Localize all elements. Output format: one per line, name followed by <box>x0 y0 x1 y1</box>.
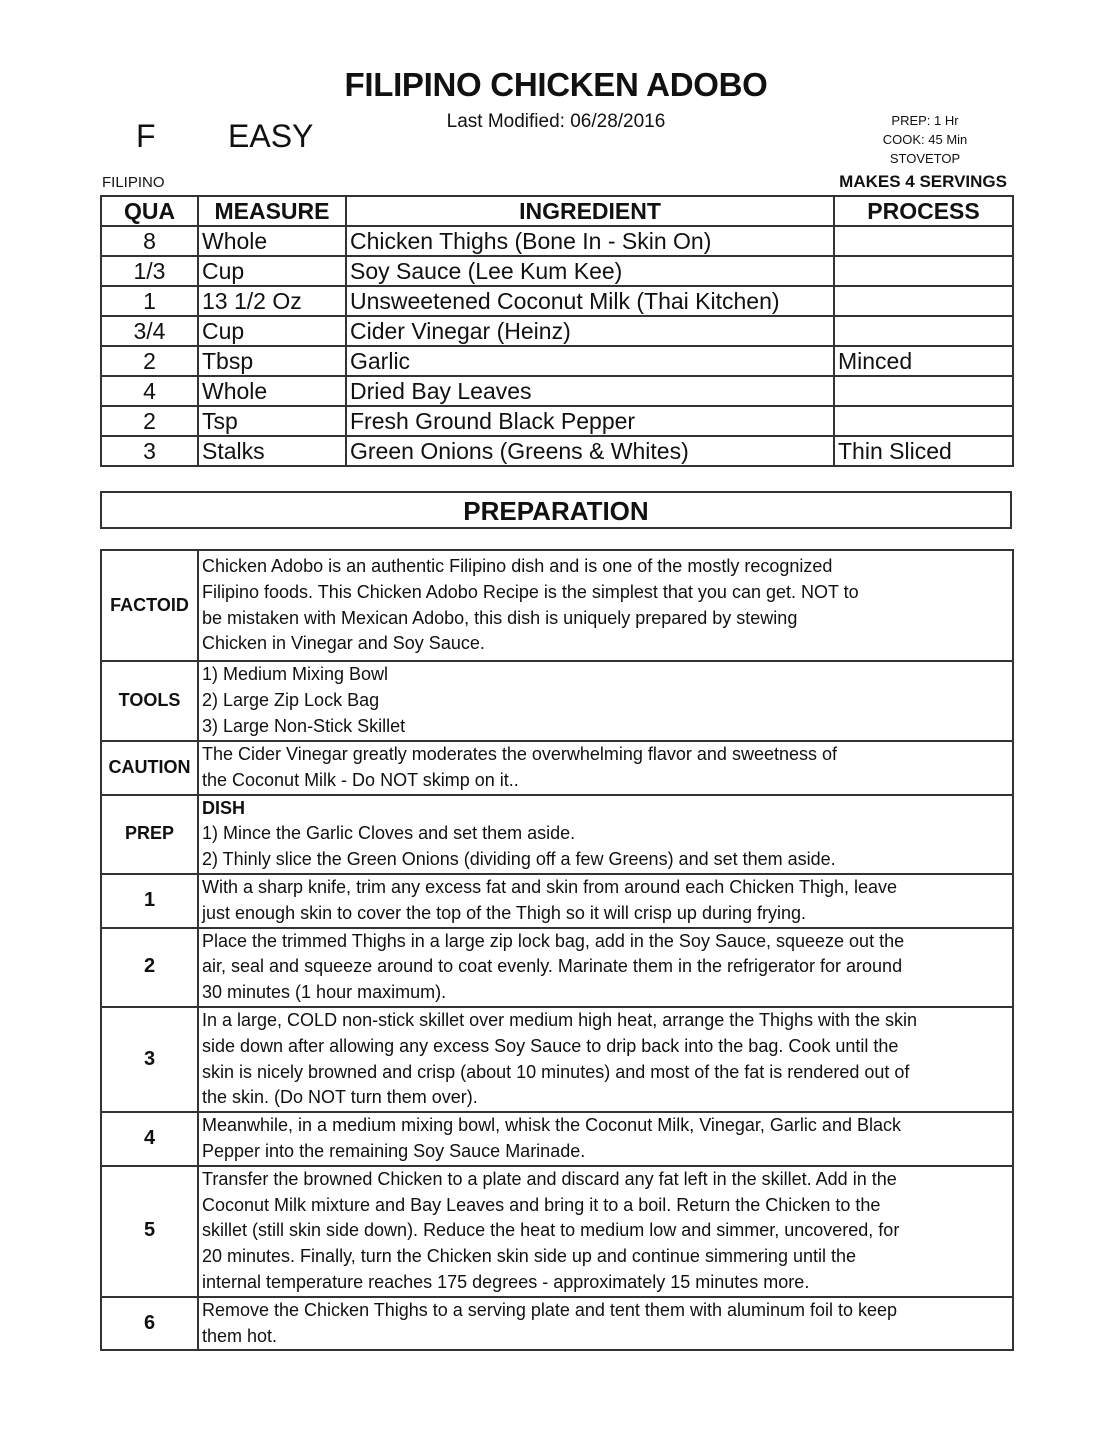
step-number: 6 <box>101 1297 198 1351</box>
step-text <box>198 928 1013 1007</box>
ingredient-process: Minced <box>834 346 1013 376</box>
ingredient-qty: 3 <box>101 436 198 466</box>
last-modified: Last Modified: 06/28/2016 <box>446 111 666 132</box>
step-text <box>198 1112 1013 1166</box>
step-line: just enough skin to cover the top of the Thigh so it will crisp up during frying. <box>202 902 806 923</box>
step-row <box>101 1166 1013 1297</box>
step-number: 4 <box>101 1112 198 1166</box>
factoid-line: Chicken Adobo is an authentic Filipino dish and is one of the mostly recognized <box>202 555 833 576</box>
category-letter: F <box>136 118 156 154</box>
column-header-ingredient: INGREDIENT <box>346 196 834 226</box>
ingredient-measure: 13 1/2 Oz <box>198 286 346 316</box>
step-line: Meanwhile, in a medium mixing bowl, whisk the Coconut Milk, Vinegar, Garlic and Black <box>202 1115 901 1136</box>
step-line: 20 minutes. Finally, turn the Chicken skin side up and continue simmering until the <box>202 1246 857 1267</box>
step-text <box>198 1166 1013 1297</box>
step-line: 30 minutes (1 hour maximum). <box>202 982 447 1003</box>
step-number: 3 <box>101 1007 198 1112</box>
step-line: skillet (still skin side down). Reduce the heat to medium low and simmer, uncovered, for <box>202 1220 900 1241</box>
tool-item: 3) Large Non-Stick Skillet <box>202 715 406 736</box>
ingredient-row <box>101 286 1013 316</box>
ingredient-measure: Cup <box>198 256 346 286</box>
preparation-heading: PREPARATION <box>100 491 1012 529</box>
column-header-process: PROCESS <box>834 196 1013 226</box>
ingredient-measure: Stalks <box>198 436 346 466</box>
ingredient-measure: Tsp <box>198 406 346 436</box>
ingredient-name: Cider Vinegar (Heinz) <box>346 316 834 346</box>
factoid-row <box>101 550 1013 661</box>
prep-time: PREP: 1 Hr <box>891 113 959 128</box>
ingredient-name: Soy Sauce (Lee Kum Kee) <box>346 256 834 286</box>
ingredient-qty: 1/3 <box>101 256 198 286</box>
step-row <box>101 1007 1013 1112</box>
step-line: the skin. (Do NOT turn them over). <box>202 1087 478 1108</box>
caution-row <box>101 741 1013 795</box>
caution-line: The Cider Vinegar greatly moderates the overwhelming flavor and sweetness of <box>202 744 838 764</box>
ingredient-name: Unsweetened Coconut Milk (Thai Kitchen) <box>346 286 834 316</box>
step-line: Coconut Milk mixture and Bay Leaves and bring it to a boil. Return the Chicken to the <box>202 1194 881 1215</box>
column-header-measure: MEASURE <box>198 196 346 226</box>
ingredient-name: Dried Bay Leaves <box>346 376 834 406</box>
ingredient-process: Thin Sliced <box>834 436 1013 466</box>
prep-subheading: DISH <box>202 797 246 818</box>
tools-label: TOOLS <box>101 661 198 741</box>
ingredient-row <box>101 256 1013 286</box>
difficulty: EASY <box>228 118 314 154</box>
ingredient-measure: Tbsp <box>198 346 346 376</box>
ingredient-name: Fresh Ground Black Pepper <box>346 406 834 436</box>
cuisine: FILIPINO <box>102 174 165 191</box>
step-text <box>198 874 1013 928</box>
preparation-table <box>100 549 1014 1351</box>
factoid-label: FACTOID <box>101 550 198 661</box>
caution-label: CAUTION <box>101 741 198 795</box>
ingredient-process <box>834 256 1013 286</box>
ingredient-row <box>101 226 1013 256</box>
factoid-text <box>198 550 1013 661</box>
servings: MAKES 4 SERVINGS <box>839 172 1007 191</box>
caution-text <box>198 741 1013 795</box>
tool-item: 2) Large Zip Lock Bag <box>202 690 380 711</box>
step-row <box>101 1112 1013 1166</box>
step-line: them hot. <box>202 1325 278 1346</box>
prep-line: 2) Thinly slice the Green Onions (dividing off a few Greens) and set them aside. <box>202 849 836 870</box>
step-number: 2 <box>101 928 198 1007</box>
ingredient-qty: 2 <box>101 406 198 436</box>
ingredient-row <box>101 376 1013 406</box>
ingredient-row <box>101 316 1013 346</box>
ingredient-process <box>834 376 1013 406</box>
ingredients-table <box>100 195 1014 467</box>
ingredient-qty: 2 <box>101 346 198 376</box>
step-line: skin is nicely browned and crisp (about 10 minutes) and most of the fat is rendered out of <box>202 1061 910 1082</box>
step-row <box>101 874 1013 928</box>
step-line: Place the trimmed Thighs in a large zip lock bag, add in the Soy Sauce, squeeze out the <box>202 930 905 951</box>
step-line: With a sharp knife, trim any excess fat and skin from around each Chicken Thigh, leave <box>202 876 898 897</box>
ingredient-qty: 3/4 <box>101 316 198 346</box>
factoid-line: Filipino foods. This Chicken Adobo Recipe is the simplest that you can get. NOT to <box>202 581 859 602</box>
step-line: Remove the Chicken Thighs to a serving plate and tent them with aluminum foil to keep <box>202 1299 898 1320</box>
ingredient-name: Chicken Thighs (Bone In - Skin On) <box>346 226 834 256</box>
tools-row <box>101 661 1013 741</box>
ingredient-measure: Whole <box>198 376 346 406</box>
prep-text <box>198 795 1013 874</box>
prep-label: PREP <box>101 795 198 874</box>
step-line: In a large, COLD non-stick skillet over medium high heat, arrange the Thighs with the skin <box>202 1009 918 1030</box>
ingredient-measure: Whole <box>198 226 346 256</box>
ingredient-process <box>834 226 1013 256</box>
step-number: 1 <box>101 874 198 928</box>
step-line: internal temperature reaches 175 degrees - approximately 15 minutes more. <box>202 1271 810 1292</box>
cook-time: COOK: 45 Min <box>882 132 968 147</box>
prep-row <box>101 795 1013 874</box>
ingredient-process <box>834 316 1013 346</box>
step-text <box>198 1007 1013 1112</box>
step-line: Transfer the browned Chicken to a plate and discard any fat left in the skillet. Add in the <box>202 1168 897 1189</box>
step-row <box>101 1297 1013 1351</box>
step-text <box>198 1297 1013 1351</box>
step-line: Pepper into the remaining Soy Sauce Marinade. <box>202 1140 586 1161</box>
ingredient-process <box>834 406 1013 436</box>
column-header-qua: QUA <box>101 196 198 226</box>
ingredients-header-row <box>101 196 1013 226</box>
caution-line: the Coconut Milk - Do NOT skimp on it.. <box>202 769 519 790</box>
factoid-line: be mistaken with Mexican Adobo, this dish is uniquely prepared by stewing <box>202 607 798 628</box>
ingredient-name: Garlic <box>346 346 834 376</box>
ingredient-name: Green Onions (Greens & Whites) <box>346 436 834 466</box>
ingredient-process <box>834 286 1013 316</box>
step-row <box>101 928 1013 1007</box>
tool-item: 1) Medium Mixing Bowl <box>202 664 389 685</box>
ingredient-qty: 4 <box>101 376 198 406</box>
step-number: 5 <box>101 1166 198 1297</box>
ingredient-row <box>101 436 1013 466</box>
ingredient-qty: 8 <box>101 226 198 256</box>
ingredient-row <box>101 406 1013 436</box>
ingredient-measure: Cup <box>198 316 346 346</box>
step-line: side down after allowing any excess Soy Sauce to drip back into the bag. Cook until the <box>202 1035 899 1056</box>
time-info <box>860 111 990 168</box>
cook-method: STOVETOP <box>889 151 961 166</box>
tools-list <box>198 661 1013 741</box>
factoid-line: Chicken in Vinegar and Soy Sauce. <box>202 633 485 654</box>
ingredient-qty: 1 <box>101 286 198 316</box>
prep-line: 1) Mince the Garlic Cloves and set them aside. <box>202 823 576 844</box>
ingredient-row <box>101 346 1013 376</box>
recipe-title: FILIPINO CHICKEN ADOBO <box>344 66 768 103</box>
step-line: air, seal and squeeze around to coat evenly. Marinate them in the refrigerator for around <box>202 956 903 977</box>
